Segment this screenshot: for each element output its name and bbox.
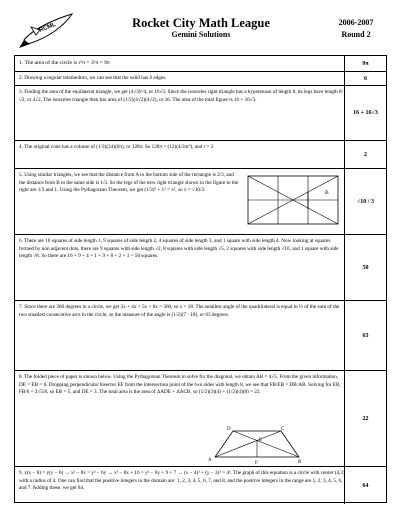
problem-text: 9. x(x − 8) = y(y − 6) → x² − 8x = y² − 6y → x² − 8x + 16 = y² − 6y + 9 + 7 → (x − 4)² + (y − 3)² = 4². The graph of this equation is a circle with center (4,3) with a radius of 4. One can find that the positive integers in the domain are: 1, 2, 3, 4, 5, 6, 7, and 8, and the positive integers in the range are 1, 2, 3, 4, 5, 6, and 7. Adding these, we get 64.: [19, 470, 345, 492]
point-e-label: E: [259, 438, 263, 443]
logo-text: RCML: [38, 21, 57, 34]
answer-cell: 63: [344, 301, 386, 370]
problem-row-2: [15, 72, 386, 86]
point-label: B: [325, 190, 329, 196]
school-year: 2006-2007: [338, 18, 374, 27]
rectangle-figure: [247, 175, 339, 225]
problem-text: 7. Since there are 360 degrees in a circle, we get 3x + 4x + 5x + 8x = 360, so x = 18. The smallest angle of the quadrilateral is equal to ½ of the sum of the two smallest consecutive arcs in the circle, so the measure of the angle is (1/2)(7 · 18), or 63 degrees.: [19, 304, 340, 318]
answer-cell: 22: [344, 371, 386, 466]
problem-row-7: [15, 301, 386, 371]
answer-cell: 50: [344, 235, 386, 300]
point-c-label: C: [281, 427, 285, 432]
answer-cell: 16 + 16√3: [344, 86, 386, 140]
problem-row-5: [15, 169, 386, 235]
answer-cell: 2: [344, 141, 386, 168]
problem-row-1: [15, 56, 386, 72]
solutions-subtitle: Gemini Solutions: [171, 30, 231, 39]
league-title: Rocket City Math League: [132, 16, 270, 30]
answer-cell: 6: [344, 72, 386, 85]
problem-row-6: [15, 235, 386, 301]
problem-row-4: [15, 141, 386, 169]
problem-text: 4. The original cone has a volume of (1/3)(24)(6π), or 128π. So 128π = (12)(4/3πr³), and r = 2: [19, 144, 214, 150]
problem-row-8: [15, 371, 386, 467]
problem-row-9: [15, 467, 386, 504]
round-label: Round 2: [341, 30, 371, 39]
answer-cell: 64: [344, 467, 386, 504]
problem-text: 6. There are 16 squares of side length 1, 9 squares of side length 2, 4 squares of side length 3, and 1 square with side length 4. Now looking at squares formed by non adjacent dots, there are 9 squares with side length √2, 8 squares with side length √5, 2 squares with side length √10, and 1 square with side length √8. So there are 16 + 9 + 4 + 1 + 9 + 8 + 2 + 1 = 50 squares.: [19, 238, 339, 260]
problem-text: 8. The folded piece of paper is shown below. Using the Pythagorean Theorem to solve for the diagonal, we obtain AB = 4√5. From the given information, DE = EB = 6. Dropping perpendicular bisector EF from the intersection point of the two sides with length 8, we see that FB/EB = DB/AB. Solving for EB, FB/6 = 2√5/8, so EB = 5, and DE = 3. The total area is the area of ΔADE + ΔACB, so (1/2)(3)(4) + (1/2)(4)(8) = 22.: [19, 374, 341, 396]
point-d-label: D: [227, 427, 231, 432]
solutions-table: [14, 55, 387, 503]
point-a-label: A: [208, 458, 212, 463]
problem-row-3: [15, 86, 386, 141]
problem-text: 1. The area of the circle is r²π = 3²π = 9π: [19, 60, 110, 66]
problem-text: 3. Finding the area of the equilateral triangle, we get (4√3)²/4, or 16√3. Since the isosceles right triangle has a hypotenuse of length 8, its legs have length 8/√2, or 4√2. The isosceles triangle then has area of (1/2)(4√2)(4√2), or 16. The area of the total figure is 16 + 16√3.: [19, 89, 344, 103]
folded-paper-figure: [205, 425, 305, 465]
point-b-label: B: [298, 460, 302, 465]
problem-text: 5. Using similar triangles, we see that the distance from A to the bottom side of the rectangle is 2/3, and the distance from B to the same side is 1/3. So the legs of the new right triangle shown in the figure to the right are 1/3 and 1. Using the Pythagorean Theorem, we get (1/3)² + 1² = x², so x = √10/3.: [19, 172, 239, 194]
problem-text: 2. Drawing a regular tetrahedron, we can see that the solid has 6 edges.: [19, 75, 167, 81]
point-f-label: F: [255, 461, 258, 465]
rcml-rocket-logo: [18, 10, 76, 50]
answer-cell: 9π: [344, 56, 386, 71]
answer-cell: √10 / 3: [344, 169, 386, 234]
